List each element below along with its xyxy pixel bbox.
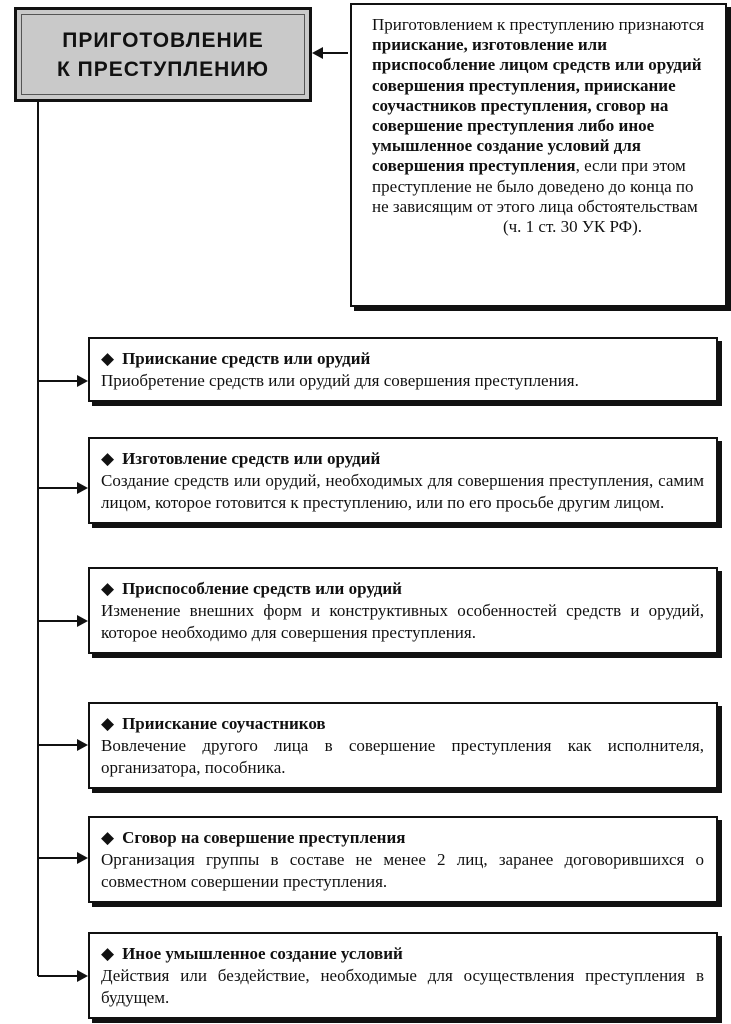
definition-arrow xyxy=(315,52,348,54)
item-heading: ◆ Приискание соучастников xyxy=(101,714,326,733)
connector-line xyxy=(37,102,39,976)
item-card xyxy=(88,337,718,402)
connector-arrow xyxy=(38,975,86,977)
connector-arrow xyxy=(38,857,86,859)
item-card xyxy=(88,816,718,903)
item-text: Вовлечение другого лица в совершение преступления как исполнителя, организатора, пособника. xyxy=(101,736,704,777)
item-card xyxy=(88,567,718,654)
item-heading: ◆ Приспособление средств или орудий xyxy=(101,579,402,598)
diamond-bullet-icon: ◆ xyxy=(101,449,115,468)
diagram-title xyxy=(14,7,312,102)
diamond-bullet-icon: ◆ xyxy=(101,349,115,368)
definition-condition: , если при этом преступление не было доведено до конца по не зависящим от этого лица обстоятельствам xyxy=(372,156,698,216)
definition-intro: Приготовлением к преступлению признаются xyxy=(372,15,705,34)
item-text: Организация группы в составе не менее 2 лиц, заранее договорившихся о совместном совершении преступления. xyxy=(101,850,704,891)
item-text: Изменение внешних форм и конструктивных особенностей средств и орудий, которое необходимо для совершения преступления. xyxy=(101,601,704,642)
item-text: Создание средств или орудий, необходимых для совершения преступления, самим лицом, которое готовится к преступлению, или по его просьбе другим лицом. xyxy=(101,471,704,512)
diamond-bullet-icon: ◆ xyxy=(101,944,115,963)
title-line-1: ПРИГОТОВЛЕНИЕ xyxy=(62,28,264,52)
item-heading: ◆ Иное умышленное создание условий xyxy=(101,944,403,963)
connector-arrow xyxy=(38,744,86,746)
connector-arrow xyxy=(38,380,86,382)
title-line-2: К ПРЕСТУПЛЕНИЮ xyxy=(56,57,270,81)
item-card xyxy=(88,437,718,524)
connector-arrow xyxy=(38,620,86,622)
item-heading: ◆ Сговор на совершение преступления xyxy=(101,828,406,847)
diamond-bullet-icon: ◆ xyxy=(101,579,115,598)
item-text: Приобретение средств или орудий для совершения преступления. xyxy=(101,371,579,390)
item-card xyxy=(88,702,718,789)
definition-bold: приискание, изготовление или приспособление лицом средств или орудий совершения преступления, приискание соучастников преступления, сговор на совершение преступления либо иное умышленное создание условий для совершения преступления xyxy=(372,35,702,176)
diamond-bullet-icon: ◆ xyxy=(101,714,115,733)
definition-box xyxy=(350,3,727,307)
item-heading: ◆ Приискание средств или орудий xyxy=(101,349,371,368)
item-text: Действия или бездействие, необходимые для осуществления преступления в будущем. xyxy=(101,966,704,1007)
definition-citation: (ч. 1 ст. 30 УК РФ). xyxy=(502,217,643,237)
item-heading: ◆ Изготовление средств или орудий xyxy=(101,449,381,468)
item-card xyxy=(88,932,718,1019)
connector-arrow xyxy=(38,487,86,489)
diamond-bullet-icon: ◆ xyxy=(101,828,115,847)
